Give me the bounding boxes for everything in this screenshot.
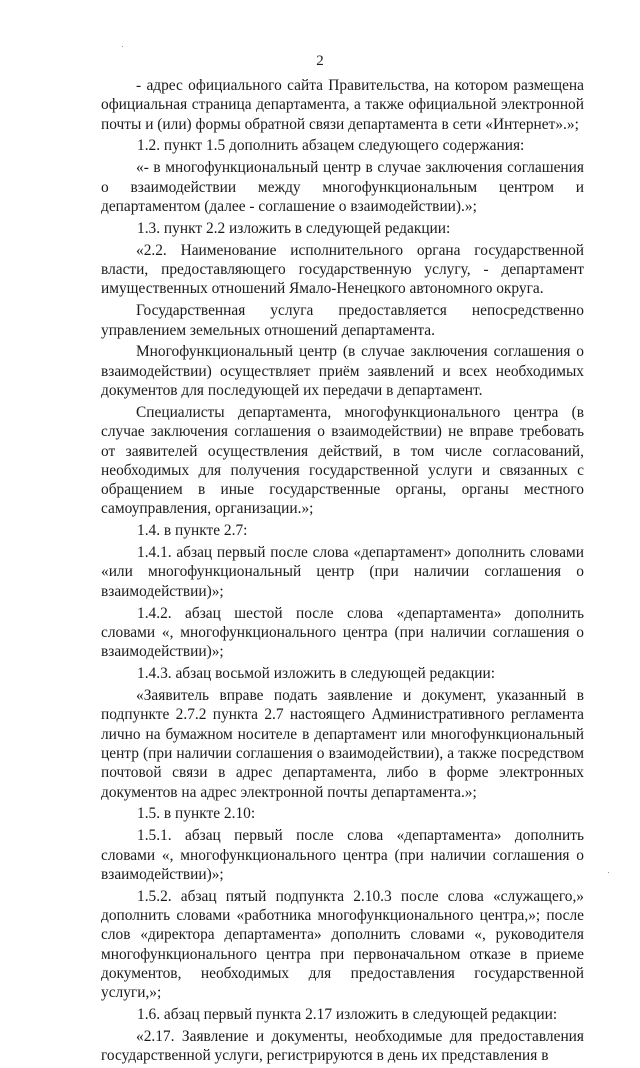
paragraph-site-address: - адрес официального сайта Правительства, на котором размещена официальная страница департамента, а также официальной электронной почты и (или) формы обратной связи департамента в сети «Интернет».»; xyxy=(101,77,584,133)
paragraph-service-provision: Государственная услуга предоставляется непосредственно управлением земельных отношений департамента. xyxy=(101,302,584,339)
paragraph-1-3: 1.3. пункт 2.2 изложить в следующей редакции: xyxy=(137,219,451,237)
paragraph-specialists: Специалисты департамента, многофункционального центра (в случае заключения соглашения о взаимодействии) не вправе требовать от заявителей осуществления действий, в том числе согласований, необходимых для получения государственной услуги и связанных с обращением в иные государственные органы, органы местного самоуправления, организации.»; xyxy=(101,403,584,518)
paragraph-1-2: 1.2. пункт 1.5 дополнить абзацем следующего содержания: xyxy=(137,137,525,155)
paragraph-2-17: «2.17. Заявление и документы, необходимые для предоставления государственной услуги, регистрируются в день их представления в xyxy=(101,1028,584,1065)
paragraph-applicant-rights: «Заявитель вправе подать заявление и документ, указанный в подпункте 2.7.2 пункта 2.7 настоящего Административного регламента лично на бумажном носителе в департамент или многофункциональный центр (при наличии соглашения о взаимодействии), а также посредством почтовой связи в адрес департамента, либо в форме электронных документов на адрес электронной почты департамента.»; xyxy=(101,687,584,801)
paragraph-2-2: «2.2. Наименование исполнительного органа государственной власти, предоставляющего государственную услугу, - департамент имущественных отношений Ямало-Ненецкого автономного округа. xyxy=(101,241,584,298)
paragraph-1-4-1: 1.4.1. абзац первый после слова «департамент» дополнить словами «или многофункциональный центр (при наличии соглашения о взаимодействии)»; xyxy=(101,544,584,600)
scan-speck xyxy=(122,46,123,47)
page-number: 2 xyxy=(316,53,324,69)
paragraph-1-4-3: 1.4.3. абзац восьмой изложить в следующей редакции: xyxy=(137,665,496,683)
paragraph-1-5-2: 1.5.2. абзац пятый подпункта 2.10.3 после слова «служащего,» дополнить словами «работника многофункционального центра,»; после слов «директора департамента» дополнить словами «, руководителя многофункционального центра при первоначальном отказе в приеме документов, необходимых для предоставления государственной услуги,»; xyxy=(101,887,584,1002)
paragraph-1-5-1: 1.5.1. абзац первый после слова «департамента» дополнить словами «, многофункционального центра (при наличии соглашения о взаимодействии)»; xyxy=(101,827,584,883)
scan-speck xyxy=(608,872,609,873)
paragraph-1-4: 1.4. в пункте 2.7: xyxy=(137,522,248,540)
paragraph-mfc-clause: «- в многофункциональный центр в случае заключения соглашения о взаимодействии между многофункциональным центром и департаментом (далее - соглашение о взаимодействии).»; xyxy=(101,159,584,215)
paragraph-1-4-2: 1.4.2. абзац шестой после слова «департамента» дополнить словами «, многофункционального центра (при наличии соглашения о взаимодействии)»; xyxy=(101,604,584,661)
document-body xyxy=(101,76,584,1068)
paragraph-1-6: 1.6. абзац первый пункта 2.17 изложить в следующей редакции: xyxy=(137,1006,558,1024)
paragraph-1-5: 1.5. в пункте 2.10: xyxy=(137,805,256,823)
paragraph-mfc-intake: Многофункциональный центр (в случае заключения соглашения о взаимодействии) осуществляет приём заявлений и всех необходимых документов для последующей их передачи в департамент. xyxy=(101,343,584,400)
